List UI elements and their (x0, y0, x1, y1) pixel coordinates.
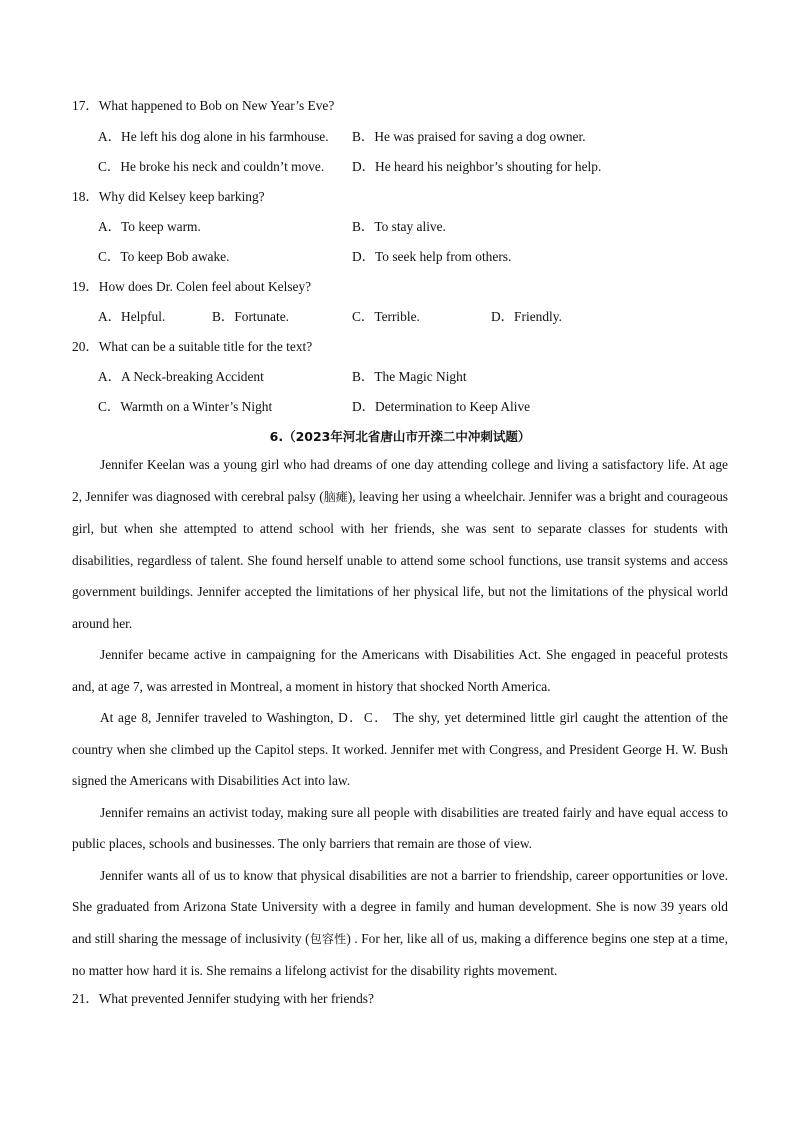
passage-paragraph-4: Jennifer remains an activist today, making sure all people with disabilities are treated fairly and have equal access to public places, schools and businesses. The only barriers that remain are those of view. (72, 804, 728, 851)
question-19-option-d: D．Friendly. (491, 309, 562, 324)
question-19-option-b: B．Fortunate. (212, 309, 289, 324)
question-18-option-c: C．To keep Bob awake. (98, 249, 230, 264)
passage-paragraph-5-text: Jennifer wants all of us to know that physical disabilities are not a barrier to friendship, career opportunities or love. She graduated from Arizona State University with a degree in family and human development. She is now 39 years old and still sharing the message of inclusivity ( (72, 867, 728, 946)
chinese-gloss: 脑瘫 (323, 489, 348, 504)
question-18-option-d: D．To seek help from others. (352, 249, 512, 264)
question-17-option-b: B．He was praised for saving a dog owner. (352, 129, 586, 144)
question-18-option-a: A．To keep warm. (98, 219, 201, 234)
question-20-option-a: A．A Neck-breaking Accident (98, 369, 264, 384)
question-19-option-c: C．Terrible. (352, 309, 420, 324)
question-20-option-b: B．The Magic Night (352, 369, 467, 384)
question-18-option-b: B．To stay alive. (352, 219, 446, 234)
reading-passage (72, 449, 728, 987)
question-20-option-d: D．Determination to Keep Alive (352, 399, 531, 414)
passage-paragraph-5 (72, 860, 728, 987)
chinese-gloss: 包容性 (309, 931, 347, 946)
question-18-stem: 18．Why did Kelsey keep barking? (72, 189, 265, 204)
passage-paragraph-1 (72, 449, 728, 639)
passage-paragraph-3: At age 8, Jennifer traveled to Washington, D．C． The shy, yet determined little girl caught the attention of the country when she climbed up the Capitol steps. It worked. Jennifer met with Congress, and President George H. W. Bush signed the Americans with Disabilities Act into law. (72, 710, 728, 788)
question-21-stem: 21．What prevented Jennifer studying with her friends? (72, 991, 374, 1006)
passage-paragraph-2: Jennifer became active in campaigning for the Americans with Disabilities Act. She engaged in peaceful protests and, at age 7, was arrested in Montreal, a moment in history that shocked North America. (72, 647, 728, 694)
question-19-stem: 19．How does Dr. Colen feel about Kelsey? (72, 279, 312, 294)
section-title: 6.（2023年河北省唐山市开滦二中冲刺试题） (269, 429, 531, 444)
passage-paragraph-1-text: Jennifer Keelan was a young girl who had dreams of one day attending college and living a satisfactory life. At age 2, Jennifer was diagnosed with cerebral palsy ( (72, 457, 728, 504)
question-17-option-d: D．He heard his neighbor’s shouting for help. (352, 159, 602, 174)
question-19-option-a: A．Helpful. (98, 309, 166, 324)
question-17-option-a: A．He left his dog alone in his farmhouse. (98, 129, 329, 144)
passage-paragraph-1-rest: ), leaving her using a wheelchair. Jennifer was a bright and courageous girl, but when she attempted to attend school with her friends, she was sent to separate classes for students with disabilities, regardless of talent. She found herself unable to attend some school functions, use transit systems and access government buildings. Jennifer accepted the limitations of her physical life, but not the limitations of the physical world around her. (72, 488, 728, 631)
question-20-option-c: C．Warmth on a Winter’s Night (98, 399, 273, 414)
question-17-option-c: C．He broke his neck and couldn’t move. (98, 159, 325, 174)
question-17-stem: 17．What happened to Bob on New Year’s Eve? (72, 98, 335, 113)
question-20-stem: 20．What can be a suitable title for the text? (72, 339, 313, 354)
passage-paragraph-5-rest: ) . For her, like all of us, making a difference begins one step at a time, no matter how hard it is. She remains a lifelong activist for the disability rights movement. (72, 930, 728, 978)
